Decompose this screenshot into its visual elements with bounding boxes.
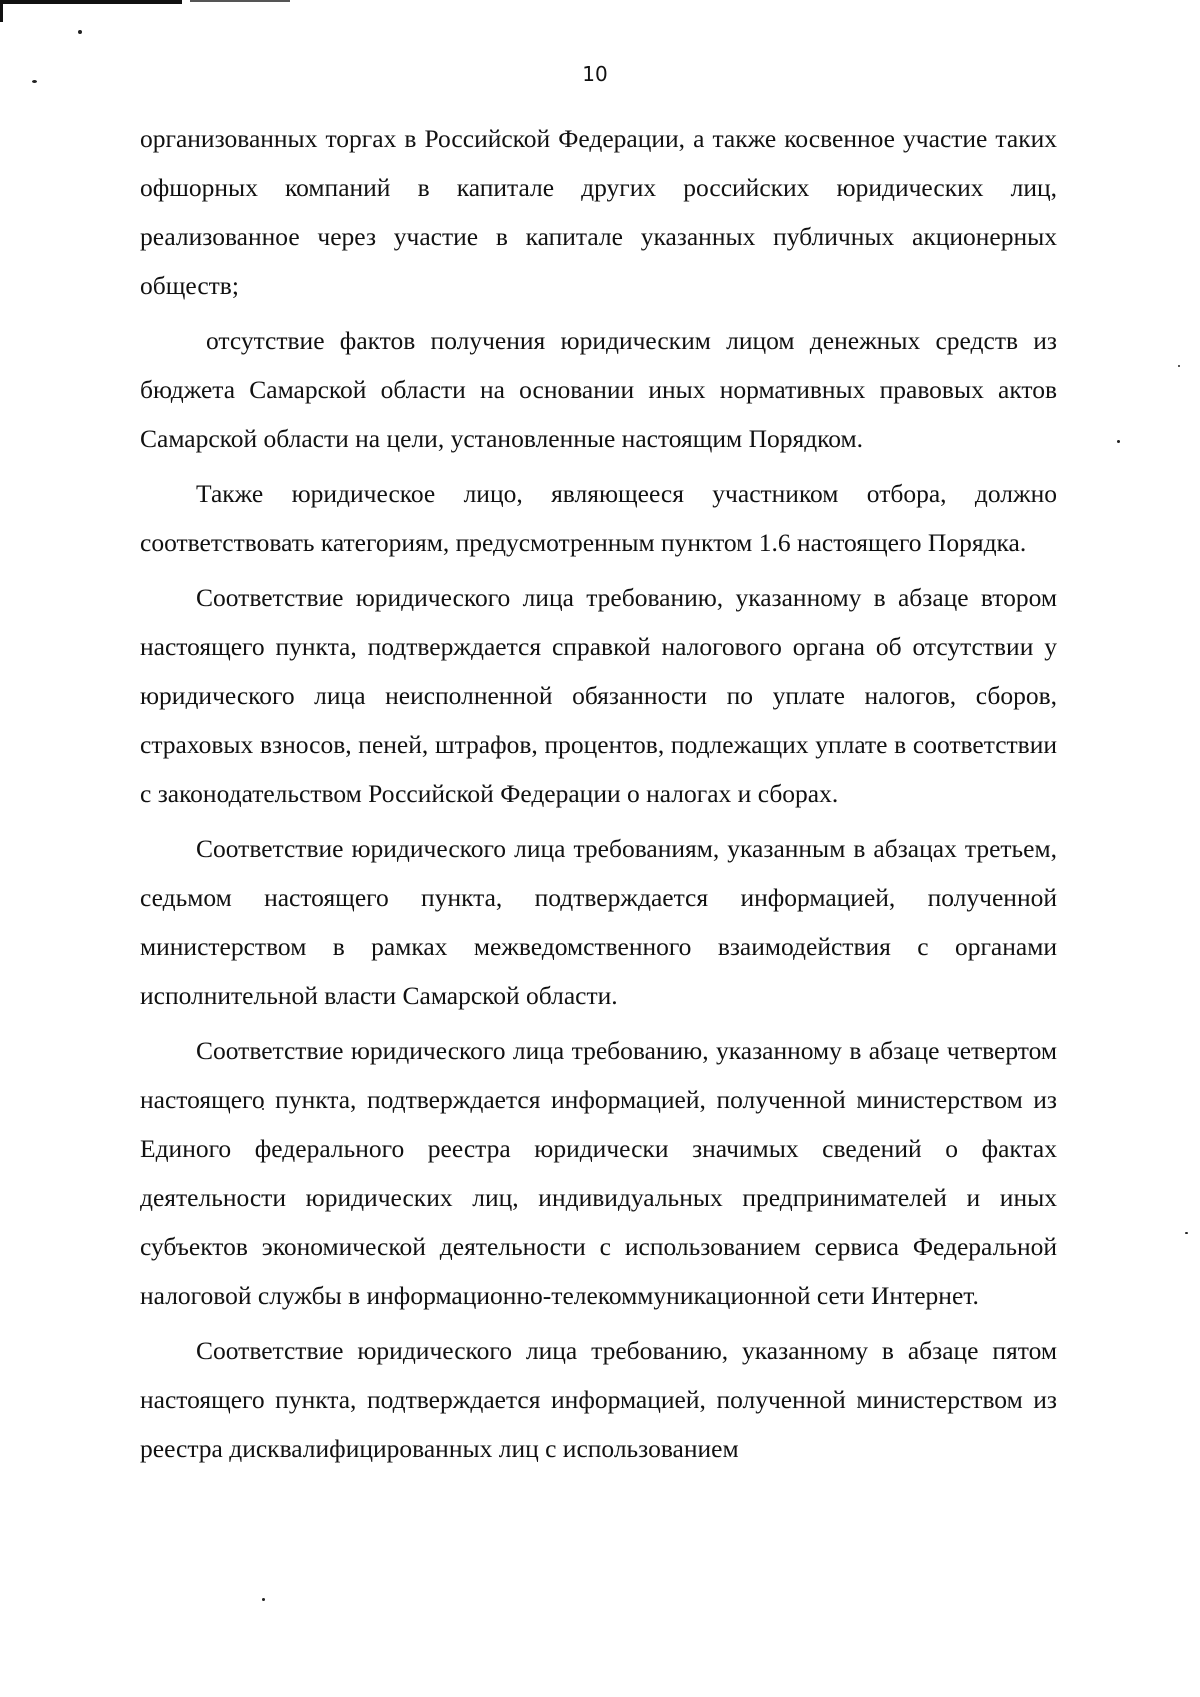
- scan-border-line: [0, 0, 3, 22]
- paragraph: организованных торгах в Российской Федерации, а также косвенное участие таких офшорных компаний в капитале других российских юридических лиц, реализованное через участие в капитале указанных публичных акционерных обществ;: [140, 124, 1057, 300]
- paragraph: Соответствие юридического лица требованию, указанному в абзаце пятом настоящего пункта, подтверждается информацией, полученной министерством из реестра дисквалифицированных лиц с использованием: [140, 1336, 1057, 1463]
- scan-border-line: [2, 0, 182, 4]
- scan-speck: [262, 1598, 265, 1601]
- paragraph: Соответствие юридического лица требованию, указанному в абзаце втором настоящего пункта, подтверждается справкой налогового органа об отсутствии у юридического лица неисполненной обязанности по уплате налогов, сборов, страховых взносов, пеней, штрафов, процентов, подлежащих уплате в соответствии с законодательством Российской Федерации о налогах и сборах.: [140, 583, 1057, 808]
- scan-speck: [1185, 1232, 1188, 1234]
- document-body: [140, 114, 1057, 1473]
- scan-speck: [1117, 440, 1120, 443]
- scan-speck: [78, 30, 82, 34]
- scan-border-line: [190, 0, 290, 2]
- paragraph: Соответствие юридического лица требованиям, указанным в абзацах третьем, седьмом настоящего пункта, подтверждается информацией, полученной министерством в рамках межведомственного взаимодействия с органами исполнительной власти Самарской области.: [140, 834, 1057, 1010]
- paragraph: Соответствие юридического лица требованию, указанному в абзаце четвертом настоящего пункта, подтверждается информацией, полученной министерством из Единого федерального реестра юридически значимых сведений о фактах деятельности юридических лиц, индивидуальных предпринимателей и иных субъектов экономической деятельности с использованием сервиса Федеральной налоговой службы в информационно-телекоммуникационной сети Интернет.: [140, 1036, 1057, 1310]
- paragraph: отсутствие фактов получения юридическим лицом денежных средств из бюджета Самарской области на основании иных нормативных правовых актов Самарской области на цели, установленные настоящим Порядком.: [140, 326, 1057, 453]
- scan-speck: [1178, 365, 1180, 367]
- paragraph: Также юридическое лицо, являющееся участником отбора, должно соответствовать категориям, предусмотренным пунктом 1.6 настоящего Порядка.: [140, 479, 1057, 557]
- page-number: 10: [582, 62, 608, 86]
